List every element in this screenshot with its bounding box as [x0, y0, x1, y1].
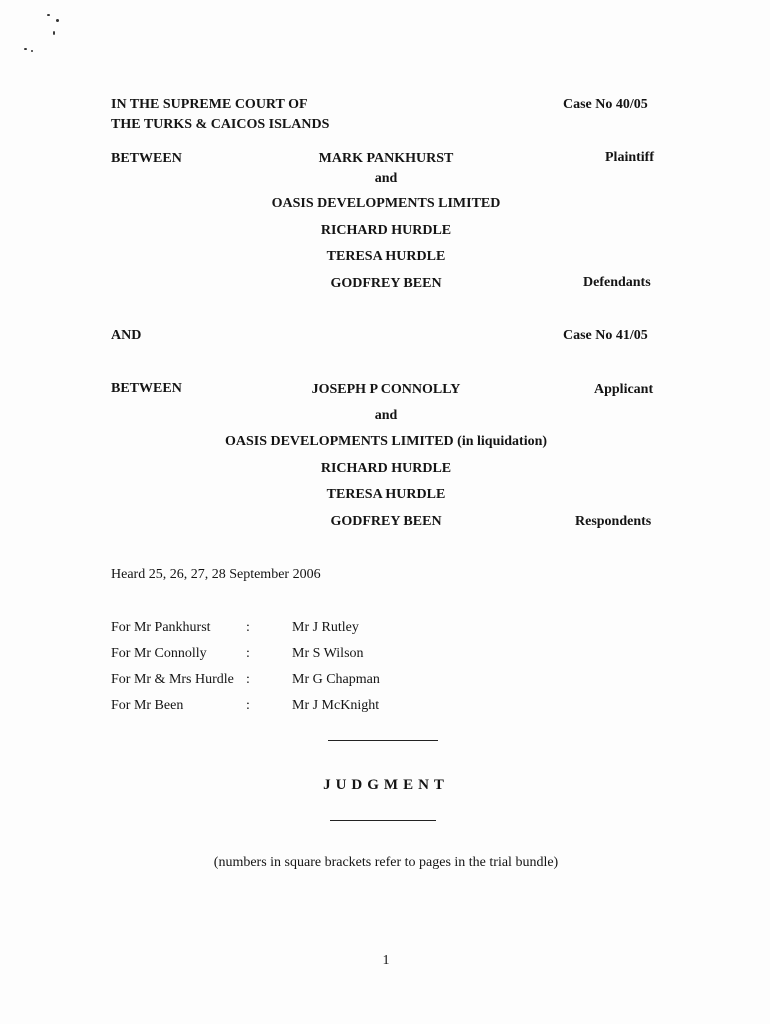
court-heading-line2: THE TURKS & CAICOS ISLANDS [111, 117, 330, 132]
and-word-1: and [374, 171, 398, 186]
counsel-separator: : [246, 672, 250, 687]
counsel-separator: : [246, 698, 250, 713]
scan-speck [56, 19, 59, 22]
plaintiff-role: Plaintiff [605, 150, 654, 165]
scan-speck [47, 14, 50, 16]
respondents-role: Respondents [575, 514, 652, 529]
counsel-name: Mr S Wilson [292, 646, 364, 661]
defendant-name: OASIS DEVELOPMENTS LIMITED [271, 196, 501, 211]
counsel-name: Mr J McKnight [292, 698, 380, 713]
and-connector: AND [111, 328, 142, 343]
scan-speck [31, 50, 33, 52]
court-heading-line1: IN THE SUPREME COURT OF [111, 97, 308, 112]
respondent-name: RICHARD HURDLE [320, 461, 452, 476]
respondent-name: OASIS DEVELOPMENTS LIMITED (in liquidation) [224, 434, 548, 449]
counsel-party: For Mr & Mrs Hurdle [111, 672, 234, 687]
between-label-2: BETWEEN [111, 381, 182, 396]
applicant-role: Applicant [594, 382, 654, 397]
scan-speck [53, 31, 55, 35]
divider-rule-top [328, 740, 438, 741]
applicant-name: JOSEPH P CONNOLLY [311, 382, 461, 397]
counsel-party: For Mr Connolly [111, 646, 207, 661]
counsel-name: Mr J Rutley [292, 620, 359, 635]
bundle-reference-note: (numbers in square brackets refer to pages in the trial bundle) [213, 855, 559, 870]
scan-speck [24, 48, 27, 50]
page-number: 1 [382, 953, 390, 968]
counsel-party: For Mr Pankhurst [111, 620, 211, 635]
counsel-party: For Mr Been [111, 698, 184, 713]
defendant-name: RICHARD HURDLE [320, 223, 452, 238]
divider-rule-bottom [330, 820, 436, 821]
counsel-separator: : [246, 646, 250, 661]
defendant-name: GODFREY BEEN [330, 276, 442, 291]
hearing-dates: Heard 25, 26, 27, 28 September 2006 [111, 567, 321, 582]
respondent-name: GODFREY BEEN [330, 514, 442, 529]
counsel-name: Mr G Chapman [292, 672, 380, 687]
respondent-name: TERESA HURDLE [326, 487, 446, 502]
case-number-1: Case No 40/05 [563, 97, 648, 112]
judgment-title: JUDGMENT [323, 777, 449, 793]
case-number-2: Case No 41/05 [563, 328, 648, 343]
counsel-separator: : [246, 620, 250, 635]
defendants-role: Defendants [583, 275, 651, 290]
and-word-2: and [374, 408, 398, 423]
between-label-1: BETWEEN [111, 151, 182, 166]
plaintiff-name: MARK PANKHURST [318, 151, 454, 166]
defendant-name: TERESA HURDLE [326, 249, 446, 264]
